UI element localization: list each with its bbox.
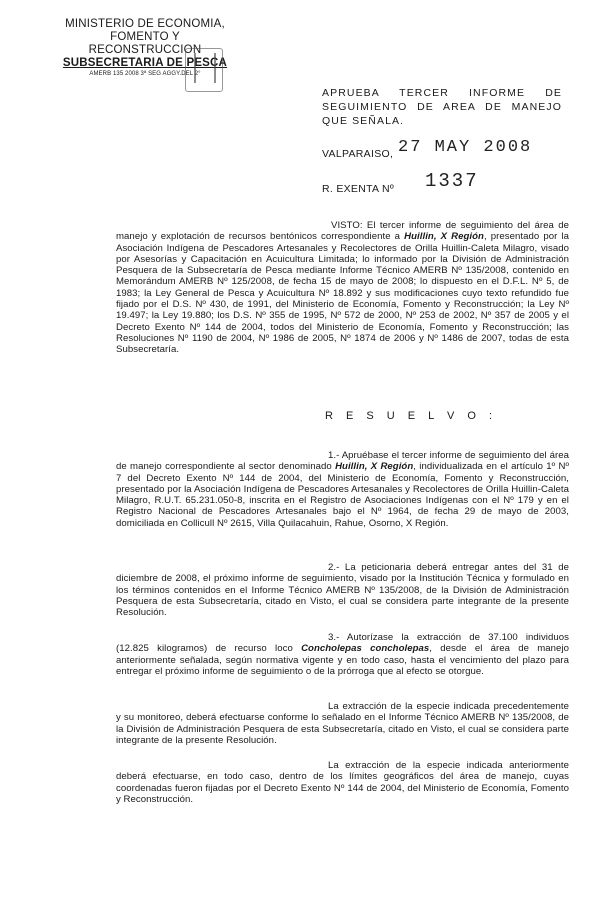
paragraph-4 bbox=[116, 701, 569, 746]
visto-lead: VISTO: bbox=[331, 220, 363, 231]
ministry-line-1: MINISTERIO DE ECONOMIA, bbox=[65, 18, 225, 30]
subsecretaria-line: SUBSECRETARIA DE PESCA bbox=[62, 57, 228, 69]
document-title: APRUEBA TERCER INFORME DE SEGUIMIENTO DE AREA DE MANEJO QUE SEÑALA. bbox=[322, 87, 562, 127]
visto-rest: , presentado por la Asociación Indígena de Pescadores Artesanales y Recolectores de Orilla Huillin-Caleta Milagro, visado por Asesorías y Capacitación en Acuicultura Limitada; lo informado por la División de Administración Pesquera de la Subsecretaría de Pesca mediante Informe Técnico AMERB Nº 135/2008, contenido en Memorándum AMERB Nº 125/2008, de fecha 15 de mayo de 2008; lo dispuesto en el D.F.L. Nº 5, de 1983; la Ley General de Pesca y Acuicultura Nº 18.892 y sus modificaciones cuyo texto refundido fue fijado por el D.S. Nº 430, de 1991, del Ministerio de Economía, Fomento y Reconstrucción; la Ley Nº 19.497; la Ley 19.880; los D.S. Nº 355 de 1995, Nº 572 de 2000, Nº 253 de 2002, Nº 357 de 2005 y el Decreto Exento Nº 144 de 2004, todos del Ministerio de Economía, Fomento y Reconstrucción; las Resoluciones Nº 1190 de 2004, Nº 1986 de 2005, Nº 1874 de 2006 y Nº 1486 de 2007, todas de esta Subsecretaría. bbox=[116, 231, 569, 356]
place-label: VALPARAISO, bbox=[322, 148, 394, 160]
p1-lead: 1.- Apruébase el tercer informe de seguimiento del área de manejo correspondiente al sector denominado bbox=[116, 450, 569, 473]
stamp-mark bbox=[185, 48, 223, 92]
p1-sector: Huillin, X Región bbox=[335, 461, 414, 473]
file-reference: AMERB 135 2008 3ª SEG AGGY.DEL 2° bbox=[89, 71, 201, 77]
resuelvo-heading: R E S U E L V O : bbox=[325, 410, 498, 422]
p5-lead: La extracción de la especie indicada bbox=[328, 760, 503, 771]
paragraph-2 bbox=[116, 562, 569, 618]
p2-rest: de diciembre de 2008, el próximo informe de seguimiento, visado por la Institución Técnica y formulado en los términos contenidos en el Informe Técnico AMERB Nº 135/2008, de la División de Administración Pesquera de esta Subsecretaría, citado en Visto, el cual se considera parte integrante de la presente Resolución. bbox=[116, 562, 569, 619]
visto-paragraph bbox=[116, 220, 569, 356]
handwritten-date: 27 MAY 2008 bbox=[398, 138, 533, 157]
p4-lead: La extracción de la especie indicada bbox=[328, 701, 490, 712]
ministry-line-2: FOMENTO Y RECONSTRUCCION bbox=[88, 31, 202, 56]
p3-rest-1: (12.825 kilogramos) de recurso loco bbox=[116, 643, 293, 655]
p5-rest: anteriormente deberá efectuarse, en todo caso, dentro de los límites geográficos del área de manejo, cuyas coordenadas fueron fijadas por el Decreto Exento Nº 144 de 2004, del Ministerio de Economía, Fomento y Reconstrucción. bbox=[116, 760, 570, 805]
paragraph-1 bbox=[116, 450, 569, 529]
p3-lead: 3.- Autorízase la extracción de 37.100 individuos bbox=[328, 632, 569, 643]
p3-species: Concholepas concholepas bbox=[301, 643, 430, 655]
paragraph-3 bbox=[116, 632, 569, 677]
visto-sector: Huillin, X Región bbox=[404, 231, 484, 243]
resolution-number: 1337 bbox=[425, 170, 479, 192]
visto-text: El tercer informe de seguimiento del área de manejo y explotación de recursos bentónicos correspondiente a bbox=[116, 220, 569, 243]
p4-rest: precedentemente y su monitoreo, deberá efectuarse conforme lo señalado en el Informe Técnico AMERB Nº 135/2008, de la División de Administración Pesquera de esta Subsecretaría, citado en Visto, el cual se considera parte integrante de la presente Resolución. bbox=[116, 701, 569, 746]
p2-lead: 2.- La peticionaria deberá entregar antes del 31 bbox=[328, 562, 553, 573]
p3-rest-2: , desde el área de manejo anteriormente señalada, según normativa vigente y en todo caso, hasta el vencimiento del plazo para entregar el próximo informe de seguimiento o de la prórroga que al efecto se otorgue. bbox=[116, 643, 570, 677]
resolution-label: R. EXENTA Nº bbox=[322, 183, 395, 195]
p1-rest: , individualizada en el artículo 1º Nº 7 del Decreto Exento Nº 144 de 2004, del Ministerio de Economía, Fomento y Reconstrucción, presentado por la Asociación Indígena de Pescadores Artesanales y Recolectores de Orilla Huillin-Caleta Milagro, R.U.T. 65.231.050-8, inscrita en el Registro de Asociaciones Indígenas con el Nº 179 y en el Registro Nacional de Pescadores Artesanales bajo el Nº 1964, de fecha 29 de mayo de 2003, domiciliada en Collicull Nº 2615, Villa Quilacahuin, Rahue, Osorno, X Región. bbox=[116, 461, 569, 529]
paragraph-5 bbox=[116, 760, 569, 805]
